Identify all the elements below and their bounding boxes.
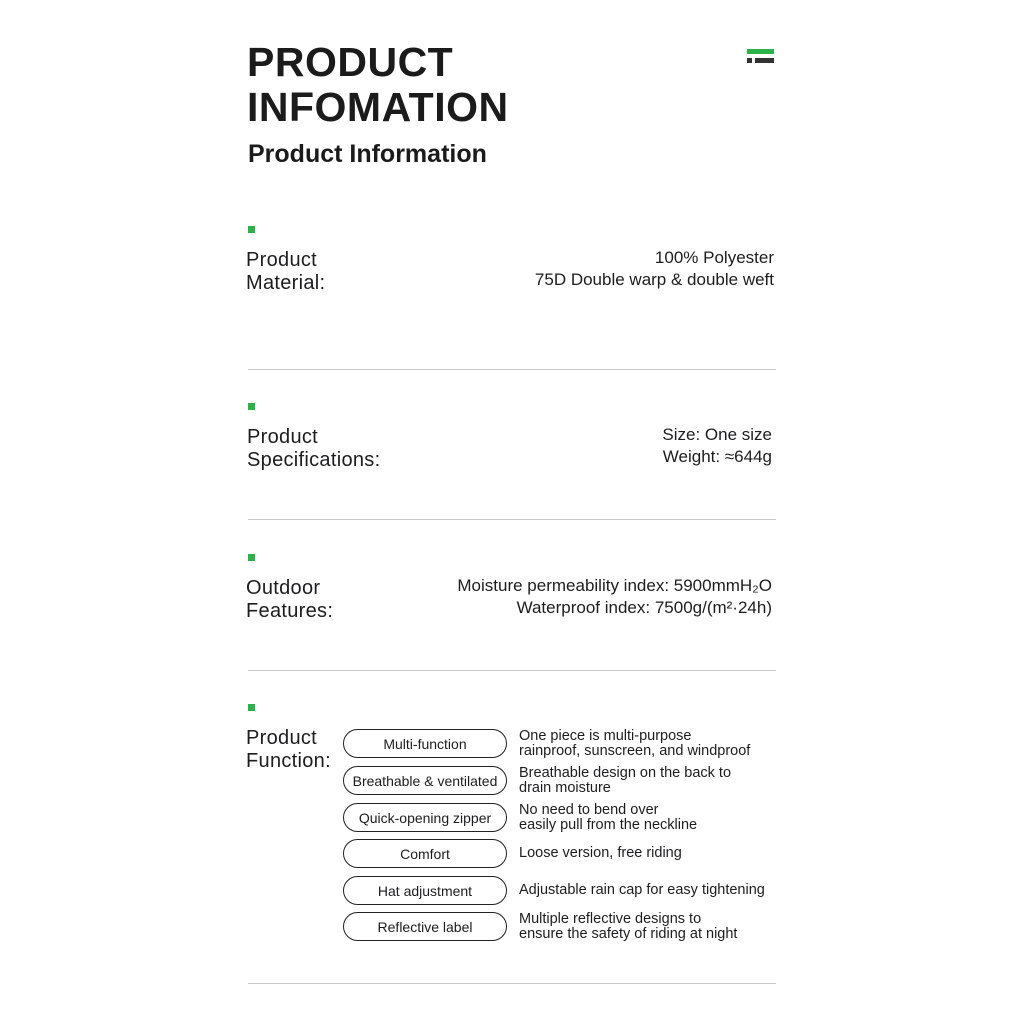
function-description (519, 803, 697, 833)
function-description-line: easily pull from the neckline (519, 817, 698, 833)
section-label-line: Features: (246, 600, 334, 622)
section-divider (248, 670, 776, 671)
function-row (343, 803, 793, 835)
function-description-line: drain moisture (519, 780, 611, 796)
material-value: 100% Polyester (654, 248, 774, 267)
function-row (343, 766, 793, 798)
function-description (519, 766, 731, 796)
section-label-outdoor-features (246, 577, 333, 623)
section-label-line: Specifications: (247, 449, 381, 471)
page-subtitle: Product Information (248, 140, 487, 168)
section-label-material (246, 249, 325, 295)
page-title (247, 40, 509, 130)
section-divider (248, 519, 776, 520)
function-description-line: Loose version, free riding (519, 845, 682, 862)
material-value: 75D Double warp & double weft (534, 270, 774, 289)
weight-value: Weight: ≈644g (662, 447, 772, 466)
brand-logo-icon (747, 49, 774, 65)
function-row (343, 912, 793, 944)
moisture-permeability-value: Moisture permeability index: 5900mmH₂O (457, 576, 772, 595)
function-description-line: Adjustable rain cap for easy tightening (519, 882, 765, 899)
function-description-line: One piece is multi-purpose (519, 727, 692, 744)
function-row (343, 729, 793, 761)
section-marker-icon (248, 554, 255, 561)
section-label-line: Product (246, 727, 318, 749)
function-description (519, 912, 737, 942)
section-divider (248, 369, 776, 370)
size-value: Size: One size (662, 425, 772, 444)
function-pill: Breathable & ventilated (343, 766, 507, 795)
section-values-material (535, 247, 774, 291)
function-description-line: rainproof, sunscreen, and windproof (519, 743, 751, 759)
section-label-line: Outdoor (246, 577, 321, 599)
logo-dark-block (747, 58, 752, 63)
function-pill: Quick-opening zipper (343, 803, 507, 832)
function-row (343, 876, 793, 908)
section-label-specifications (247, 426, 380, 472)
section-marker-icon (248, 226, 255, 233)
section-marker-icon (248, 704, 255, 711)
page-title-line-2: INFOMATION (247, 84, 509, 130)
section-label-line: Function: (246, 750, 331, 772)
section-divider (248, 983, 776, 984)
logo-dark-bar (755, 58, 774, 63)
page-title-line-1: PRODUCT (247, 39, 454, 85)
section-label-line: Product (246, 249, 318, 271)
section-values-outdoor-features (457, 575, 772, 619)
function-description (519, 876, 765, 906)
function-description-line: Breathable design on the back to (519, 764, 732, 781)
function-description-line: ensure the safety of riding at night (519, 926, 738, 942)
logo-green-bar (747, 49, 774, 54)
function-description-line: No need to bend over (519, 801, 659, 818)
section-values-specifications (662, 424, 772, 468)
waterproof-index-value: Waterproof index: 7500g/(m²·24h) (516, 598, 772, 617)
section-label-line: Product (247, 426, 319, 448)
function-row (343, 839, 793, 871)
section-label-line: Material: (246, 272, 326, 294)
function-pill: Reflective label (343, 912, 507, 941)
function-pill: Hat adjustment (343, 876, 507, 905)
function-description (519, 729, 750, 759)
section-label-function (246, 727, 331, 773)
function-description-line: Multiple reflective designs to (519, 910, 702, 927)
section-marker-icon (248, 403, 255, 410)
function-description (519, 839, 682, 869)
function-pill: Multi-function (343, 729, 507, 758)
function-pill: Comfort (343, 839, 507, 868)
